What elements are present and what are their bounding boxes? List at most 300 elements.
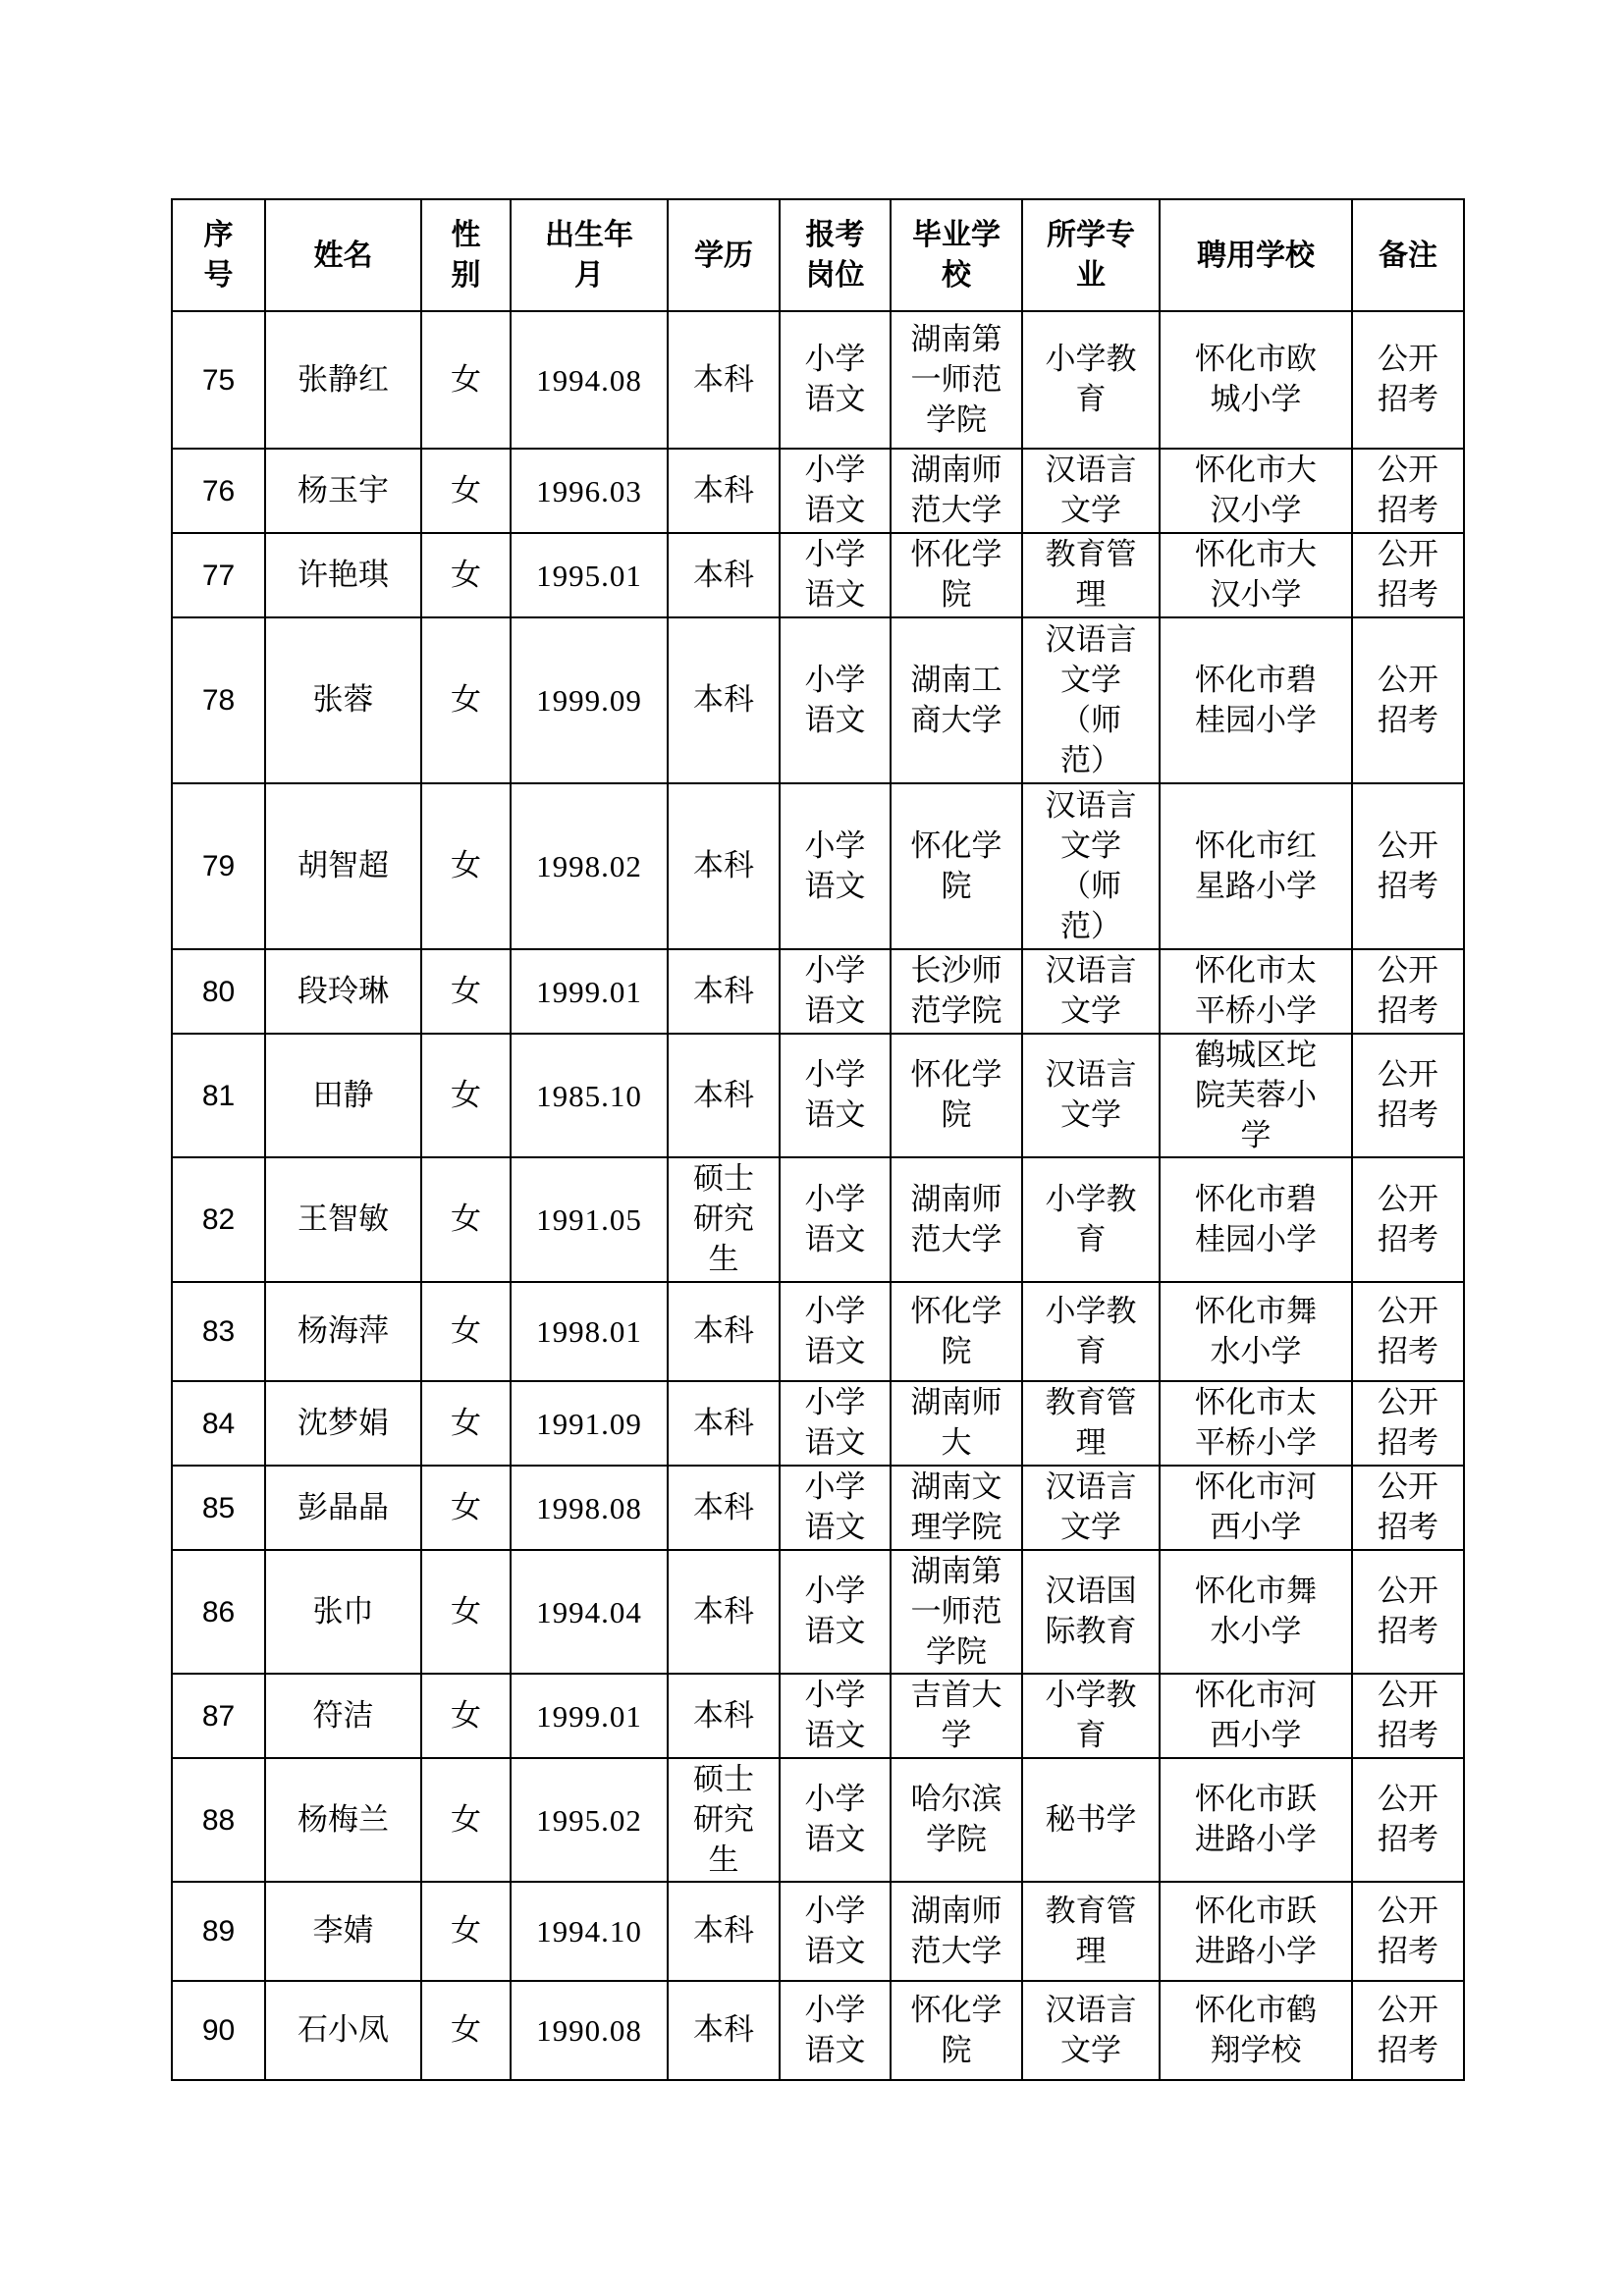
cell-birth-text: 1991.09 xyxy=(536,1406,642,1441)
cell-gender xyxy=(421,1758,511,1882)
cell-education xyxy=(668,1758,780,1882)
cell-seq-text: 86 xyxy=(201,1595,236,1629)
cell-remark xyxy=(1352,1981,1464,2080)
cell-graduate-school xyxy=(891,1674,1022,1758)
cell-seq xyxy=(172,1466,265,1550)
cell-gender xyxy=(421,533,511,617)
table-row xyxy=(172,1981,1464,2080)
cell-position xyxy=(780,533,891,617)
cell-major xyxy=(1022,617,1160,783)
cell-position-text: 小学 语文 xyxy=(804,1385,866,1461)
cell-birth xyxy=(511,1758,668,1882)
cell-hiring-school-text: 怀化市碧 桂园小学 xyxy=(1195,662,1317,738)
cell-major-text: 汉语言 文学 （师 范） xyxy=(1045,621,1137,778)
cell-education-text: 本科 xyxy=(693,1489,754,1525)
cell-position-text: 小学 语文 xyxy=(804,828,866,904)
cell-graduate-school xyxy=(891,783,1022,949)
cell-remark-text: 公开 招考 xyxy=(1378,537,1438,613)
cell-hiring-school xyxy=(1160,783,1352,949)
cell-hiring-school xyxy=(1160,1674,1352,1758)
cell-hiring-school-text: 怀化市太 平桥小学 xyxy=(1195,953,1317,1029)
cell-name-text: 杨玉宇 xyxy=(298,472,389,508)
cell-seq xyxy=(172,1157,265,1282)
cell-gender-text: 女 xyxy=(451,973,481,1009)
cell-graduate-school-text: 湖南文 理学院 xyxy=(910,1469,1002,1545)
cell-name xyxy=(265,949,421,1034)
cell-name-text: 张蓉 xyxy=(312,682,374,718)
cell-hiring-school-text: 怀化市大 汉小学 xyxy=(1195,537,1317,613)
cell-position xyxy=(780,1034,891,1157)
table-row xyxy=(172,617,1464,783)
cell-remark-text: 公开 招考 xyxy=(1378,828,1438,904)
cell-seq-text: 80 xyxy=(201,975,236,1008)
cell-major-text: 汉语国 际教育 xyxy=(1045,1574,1137,1649)
cell-name xyxy=(265,1157,421,1282)
cell-education xyxy=(668,1381,780,1466)
cell-name xyxy=(265,1466,421,1550)
cell-name-text: 张巾 xyxy=(312,1593,374,1629)
cell-name-text: 彭晶晶 xyxy=(298,1489,389,1525)
cell-gender-text: 女 xyxy=(451,682,481,718)
cell-seq xyxy=(172,1758,265,1882)
cell-major-text: 秘书学 xyxy=(1045,1801,1137,1838)
cell-birth-text: 1995.01 xyxy=(536,558,642,593)
cell-name-text: 胡智超 xyxy=(298,848,389,883)
cell-education-text: 本科 xyxy=(693,1593,754,1629)
cell-gender-text: 女 xyxy=(451,472,481,508)
table-row xyxy=(172,1282,1464,1381)
cell-major-text: 教育管 理 xyxy=(1045,537,1137,613)
cell-hiring-school-text: 怀化市太 平桥小学 xyxy=(1195,1385,1317,1461)
cell-major-text: 汉语言 文学 xyxy=(1045,953,1137,1029)
cell-position xyxy=(780,1674,891,1758)
cell-birth-text: 1999.01 xyxy=(536,974,642,1009)
cell-hiring-school-text: 怀化市舞 水小学 xyxy=(1195,1293,1317,1369)
cell-birth xyxy=(511,533,668,617)
header-name xyxy=(265,199,421,311)
cell-major xyxy=(1022,449,1160,533)
cell-gender xyxy=(421,1381,511,1466)
cell-remark xyxy=(1352,1381,1464,1466)
cell-birth xyxy=(511,1282,668,1381)
cell-graduate-school-text: 湖南师 范大学 xyxy=(910,1181,1002,1257)
cell-major-text: 汉语言 文学 xyxy=(1045,1469,1137,1545)
cell-remark-text: 公开 招考 xyxy=(1378,1992,1438,2068)
cell-education-text: 本科 xyxy=(693,848,754,883)
cell-seq-text: 76 xyxy=(201,474,236,507)
cell-name xyxy=(265,1981,421,2080)
header-gender-label: 性 别 xyxy=(451,218,481,293)
cell-gender-text: 女 xyxy=(451,1801,481,1838)
cell-education xyxy=(668,783,780,949)
cell-education xyxy=(668,949,780,1034)
cell-education-text: 本科 xyxy=(693,1313,754,1349)
cell-hiring-school xyxy=(1160,1981,1352,2080)
cell-seq xyxy=(172,533,265,617)
cell-position xyxy=(780,1466,891,1550)
cell-hiring-school xyxy=(1160,1550,1352,1674)
cell-hiring-school xyxy=(1160,1034,1352,1157)
cell-position-text: 小学 语文 xyxy=(804,453,866,528)
cell-remark xyxy=(1352,449,1464,533)
cell-name xyxy=(265,1282,421,1381)
cell-name-text: 符洁 xyxy=(312,1697,374,1734)
cell-seq-text: 78 xyxy=(201,684,236,717)
cell-gender xyxy=(421,1034,511,1157)
cell-major xyxy=(1022,533,1160,617)
cell-birth-text: 1985.10 xyxy=(536,1078,642,1113)
header-education xyxy=(668,199,780,311)
cell-education xyxy=(668,1981,780,2080)
cell-position-text: 小学 语文 xyxy=(804,1992,866,2068)
cell-gender-text: 女 xyxy=(451,1593,481,1629)
cell-position xyxy=(780,1550,891,1674)
cell-name-text: 李婧 xyxy=(312,1913,374,1949)
table-row xyxy=(172,1157,1464,1282)
table-row xyxy=(172,783,1464,949)
cell-gender-text: 女 xyxy=(451,557,481,593)
cell-seq xyxy=(172,783,265,949)
cell-position xyxy=(780,449,891,533)
cell-graduate-school-text: 湖南师 大 xyxy=(910,1385,1002,1461)
cell-education-text: 本科 xyxy=(693,973,754,1009)
cell-graduate-school xyxy=(891,1034,1022,1157)
cell-remark xyxy=(1352,1758,1464,1882)
cell-seq xyxy=(172,1550,265,1674)
cell-gender xyxy=(421,449,511,533)
cell-major-text: 小学教 育 xyxy=(1045,1293,1137,1369)
header-graduate-school xyxy=(891,199,1022,311)
cell-seq-text: 79 xyxy=(201,850,236,882)
cell-seq-text: 84 xyxy=(201,1407,236,1440)
header-hiring-school xyxy=(1160,199,1352,311)
cell-name-text: 张静红 xyxy=(298,361,389,398)
header-major xyxy=(1022,199,1160,311)
header-remark xyxy=(1352,199,1464,311)
cell-remark-text: 公开 招考 xyxy=(1378,1893,1438,1969)
cell-major xyxy=(1022,1381,1160,1466)
cell-seq-text: 88 xyxy=(201,1803,236,1837)
table-row xyxy=(172,1674,1464,1758)
cell-remark xyxy=(1352,1466,1464,1550)
cell-education xyxy=(668,1550,780,1674)
cell-hiring-school xyxy=(1160,533,1352,617)
cell-graduate-school-text: 湖南第 一师范 学院 xyxy=(910,321,1002,438)
cell-name-text: 杨海萍 xyxy=(298,1313,389,1349)
cell-education-text: 本科 xyxy=(693,472,754,508)
cell-remark-text: 公开 招考 xyxy=(1378,1057,1438,1133)
cell-graduate-school-text: 怀化学 院 xyxy=(910,1057,1002,1133)
cell-major-text: 教育管 理 xyxy=(1045,1893,1137,1969)
cell-education-text: 本科 xyxy=(693,2012,754,2048)
cell-name xyxy=(265,449,421,533)
cell-graduate-school xyxy=(891,533,1022,617)
cell-graduate-school-text: 湖南师 范大学 xyxy=(910,1893,1002,1969)
cell-gender xyxy=(421,783,511,949)
cell-graduate-school-text: 怀化学 院 xyxy=(910,828,1002,904)
header-seq xyxy=(172,199,265,311)
cell-position-text: 小学 语文 xyxy=(804,1181,866,1257)
cell-major xyxy=(1022,1882,1160,1981)
cell-graduate-school-text: 湖南师 范大学 xyxy=(910,453,1002,528)
cell-major-text: 小学教 育 xyxy=(1045,1678,1137,1753)
cell-education xyxy=(668,1882,780,1981)
cell-birth-text: 1995.02 xyxy=(536,1802,642,1838)
cell-gender-text: 女 xyxy=(451,361,481,398)
cell-remark-text: 公开 招考 xyxy=(1378,453,1438,528)
cell-hiring-school-text: 怀化市红 星路小学 xyxy=(1195,828,1317,904)
cell-graduate-school xyxy=(891,1157,1022,1282)
cell-remark-text: 公开 招考 xyxy=(1378,1678,1438,1753)
cell-hiring-school-text: 怀化市鹤 翔学校 xyxy=(1195,1992,1317,2068)
cell-graduate-school-text: 湖南第 一师范 学院 xyxy=(910,1553,1002,1670)
cell-birth-text: 1991.05 xyxy=(536,1202,642,1237)
cell-education-text: 本科 xyxy=(693,1077,754,1113)
cell-position xyxy=(780,1381,891,1466)
cell-name xyxy=(265,783,421,949)
cell-position xyxy=(780,1981,891,2080)
cell-birth xyxy=(511,617,668,783)
cell-education xyxy=(668,533,780,617)
cell-education-text: 硕士 研究 生 xyxy=(693,1761,754,1878)
cell-remark xyxy=(1352,1157,1464,1282)
cell-remark xyxy=(1352,949,1464,1034)
table-row xyxy=(172,1550,1464,1674)
header-education-label: 学历 xyxy=(694,238,753,273)
cell-gender-text: 女 xyxy=(451,1913,481,1949)
cell-gender xyxy=(421,617,511,783)
cell-birth-text: 1994.10 xyxy=(536,1914,642,1949)
cell-gender-text: 女 xyxy=(451,1077,481,1113)
cell-hiring-school-text: 怀化市河 西小学 xyxy=(1195,1678,1317,1753)
table-header-row xyxy=(172,199,1464,311)
cell-position xyxy=(780,949,891,1034)
header-name-label: 姓名 xyxy=(313,238,373,273)
cell-birth xyxy=(511,1034,668,1157)
cell-position-text: 小学 语文 xyxy=(804,662,866,738)
cell-position xyxy=(780,1758,891,1882)
cell-birth xyxy=(511,783,668,949)
cell-birth xyxy=(511,949,668,1034)
cell-major-text: 教育管 理 xyxy=(1045,1385,1137,1461)
cell-name xyxy=(265,1758,421,1882)
table-row xyxy=(172,949,1464,1034)
cell-name xyxy=(265,1381,421,1466)
cell-graduate-school-text: 湖南工 商大学 xyxy=(910,662,1002,738)
cell-education xyxy=(668,449,780,533)
table-row xyxy=(172,533,1464,617)
cell-gender-text: 女 xyxy=(451,1405,481,1441)
cell-graduate-school-text: 吉首大 学 xyxy=(910,1678,1002,1753)
cell-graduate-school-text: 长沙师 范学院 xyxy=(910,953,1002,1029)
cell-major-text: 汉语言 文学 xyxy=(1045,453,1137,528)
cell-major xyxy=(1022,1282,1160,1381)
cell-hiring-school xyxy=(1160,1466,1352,1550)
cell-major xyxy=(1022,311,1160,449)
cell-graduate-school xyxy=(891,311,1022,449)
cell-position xyxy=(780,311,891,449)
table-row xyxy=(172,1034,1464,1157)
cell-hiring-school-text: 怀化市欧 城小学 xyxy=(1195,342,1317,417)
cell-gender-text: 女 xyxy=(451,1489,481,1525)
cell-graduate-school-text: 怀化学 院 xyxy=(910,1992,1002,2068)
cell-hiring-school xyxy=(1160,617,1352,783)
cell-major xyxy=(1022,1981,1160,2080)
cell-graduate-school-text: 怀化学 院 xyxy=(910,1293,1002,1369)
cell-remark xyxy=(1352,1282,1464,1381)
cell-remark-text: 公开 招考 xyxy=(1378,1293,1438,1369)
cell-education-text: 本科 xyxy=(693,682,754,718)
cell-major xyxy=(1022,1034,1160,1157)
cell-hiring-school-text: 怀化市河 西小学 xyxy=(1195,1469,1317,1545)
cell-name-text: 段玲琳 xyxy=(298,973,389,1009)
cell-position-text: 小学 语文 xyxy=(804,1782,866,1857)
cell-seq xyxy=(172,617,265,783)
header-birth xyxy=(511,199,668,311)
table-row xyxy=(172,1882,1464,1981)
cell-name-text: 田静 xyxy=(312,1077,374,1113)
cell-gender-text: 女 xyxy=(451,2012,481,2048)
cell-hiring-school-text: 怀化市跃 进路小学 xyxy=(1195,1893,1317,1969)
cell-remark-text: 公开 招考 xyxy=(1378,1469,1438,1545)
cell-gender xyxy=(421,1550,511,1674)
table-row xyxy=(172,1758,1464,1882)
table-row xyxy=(172,449,1464,533)
cell-birth xyxy=(511,311,668,449)
cell-name xyxy=(265,1882,421,1981)
cell-gender-text: 女 xyxy=(451,1201,481,1237)
cell-remark xyxy=(1352,1550,1464,1674)
cell-education-text: 本科 xyxy=(693,1697,754,1734)
header-position-label: 报考 岗位 xyxy=(805,218,865,293)
cell-name-text: 许艳琪 xyxy=(298,557,389,593)
cell-name xyxy=(265,311,421,449)
cell-birth-text: 1998.01 xyxy=(536,1314,642,1349)
cell-remark xyxy=(1352,617,1464,783)
header-position xyxy=(780,199,891,311)
cell-graduate-school xyxy=(891,1882,1022,1981)
cell-birth xyxy=(511,449,668,533)
cell-graduate-school xyxy=(891,949,1022,1034)
cell-major xyxy=(1022,1466,1160,1550)
cell-education-text: 本科 xyxy=(693,1405,754,1441)
cell-graduate-school xyxy=(891,1550,1022,1674)
cell-remark xyxy=(1352,311,1464,449)
cell-graduate-school-text: 哈尔滨 学院 xyxy=(910,1782,1002,1857)
cell-position xyxy=(780,1282,891,1381)
cell-remark-text: 公开 招考 xyxy=(1378,953,1438,1029)
cell-name-text: 沈梦娟 xyxy=(298,1405,389,1441)
cell-remark-text: 公开 招考 xyxy=(1378,342,1438,417)
header-seq-label: 序 号 xyxy=(203,218,234,293)
table-row xyxy=(172,1466,1464,1550)
cell-seq-text: 85 xyxy=(201,1491,236,1524)
cell-education xyxy=(668,617,780,783)
cell-seq xyxy=(172,949,265,1034)
cell-birth-text: 1994.08 xyxy=(536,362,642,398)
cell-seq-text: 89 xyxy=(201,1915,236,1948)
cell-major-text: 汉语言 文学 xyxy=(1045,1057,1137,1133)
cell-major-text: 汉语言 文学 （师 范） xyxy=(1045,787,1137,944)
cell-education-text: 本科 xyxy=(693,361,754,398)
cell-name xyxy=(265,617,421,783)
cell-hiring-school xyxy=(1160,949,1352,1034)
cell-hiring-school xyxy=(1160,1282,1352,1381)
cell-birth-text: 1999.09 xyxy=(536,683,642,718)
cell-remark-text: 公开 招考 xyxy=(1378,1782,1438,1857)
table-row xyxy=(172,311,1464,449)
cell-gender xyxy=(421,1882,511,1981)
cell-major xyxy=(1022,1758,1160,1882)
cell-birth-text: 1998.08 xyxy=(536,1490,642,1525)
cell-gender xyxy=(421,1157,511,1282)
cell-remark-text: 公开 招考 xyxy=(1378,1574,1438,1649)
cell-name xyxy=(265,1674,421,1758)
cell-name-text: 杨梅兰 xyxy=(298,1801,389,1838)
cell-birth xyxy=(511,1466,668,1550)
cell-seq xyxy=(172,1882,265,1981)
cell-education xyxy=(668,1282,780,1381)
cell-seq xyxy=(172,1981,265,2080)
cell-birth xyxy=(511,1550,668,1674)
cell-hiring-school-text: 鹤城区坨 院芙蓉小 学 xyxy=(1195,1037,1317,1153)
cell-education xyxy=(668,1674,780,1758)
cell-gender xyxy=(421,1981,511,2080)
cell-seq xyxy=(172,1282,265,1381)
cell-graduate-school xyxy=(891,1981,1022,2080)
cell-major-text: 小学教 育 xyxy=(1045,1181,1137,1257)
cell-remark xyxy=(1352,1882,1464,1981)
cell-name-text: 石小凤 xyxy=(298,2012,389,2048)
cell-gender xyxy=(421,1674,511,1758)
cell-birth xyxy=(511,1674,668,1758)
cell-graduate-school xyxy=(891,1466,1022,1550)
cell-name xyxy=(265,1550,421,1674)
cell-graduate-school xyxy=(891,449,1022,533)
header-birth-label: 出生年 月 xyxy=(545,218,633,293)
cell-birth xyxy=(511,1981,668,2080)
cell-hiring-school-text: 怀化市舞 水小学 xyxy=(1195,1574,1317,1649)
cell-seq-text: 75 xyxy=(201,363,236,397)
cell-remark xyxy=(1352,1674,1464,1758)
cell-position-text: 小学 语文 xyxy=(804,1293,866,1369)
cell-position-text: 小学 语文 xyxy=(804,537,866,613)
cell-birth-text: 1998.02 xyxy=(536,849,642,883)
cell-hiring-school xyxy=(1160,1381,1352,1466)
cell-name xyxy=(265,533,421,617)
cell-gender-text: 女 xyxy=(451,1313,481,1349)
cell-hiring-school xyxy=(1160,1882,1352,1981)
header-major-label: 所学专 业 xyxy=(1047,218,1135,293)
cell-hiring-school xyxy=(1160,1157,1352,1282)
cell-remark-text: 公开 招考 xyxy=(1378,1385,1438,1461)
cell-gender-text: 女 xyxy=(451,1697,481,1734)
cell-seq-text: 87 xyxy=(201,1699,236,1733)
cell-position-text: 小学 语文 xyxy=(804,1574,866,1649)
cell-remark xyxy=(1352,533,1464,617)
cell-seq-text: 77 xyxy=(201,559,236,592)
cell-position-text: 小学 语文 xyxy=(804,1057,866,1133)
cell-major xyxy=(1022,1674,1160,1758)
cell-seq xyxy=(172,311,265,449)
cell-gender xyxy=(421,311,511,449)
cell-position xyxy=(780,617,891,783)
cell-hiring-school-text: 怀化市大 汉小学 xyxy=(1195,453,1317,528)
cell-graduate-school xyxy=(891,617,1022,783)
cell-education xyxy=(668,1034,780,1157)
cell-position xyxy=(780,783,891,949)
cell-gender xyxy=(421,1282,511,1381)
